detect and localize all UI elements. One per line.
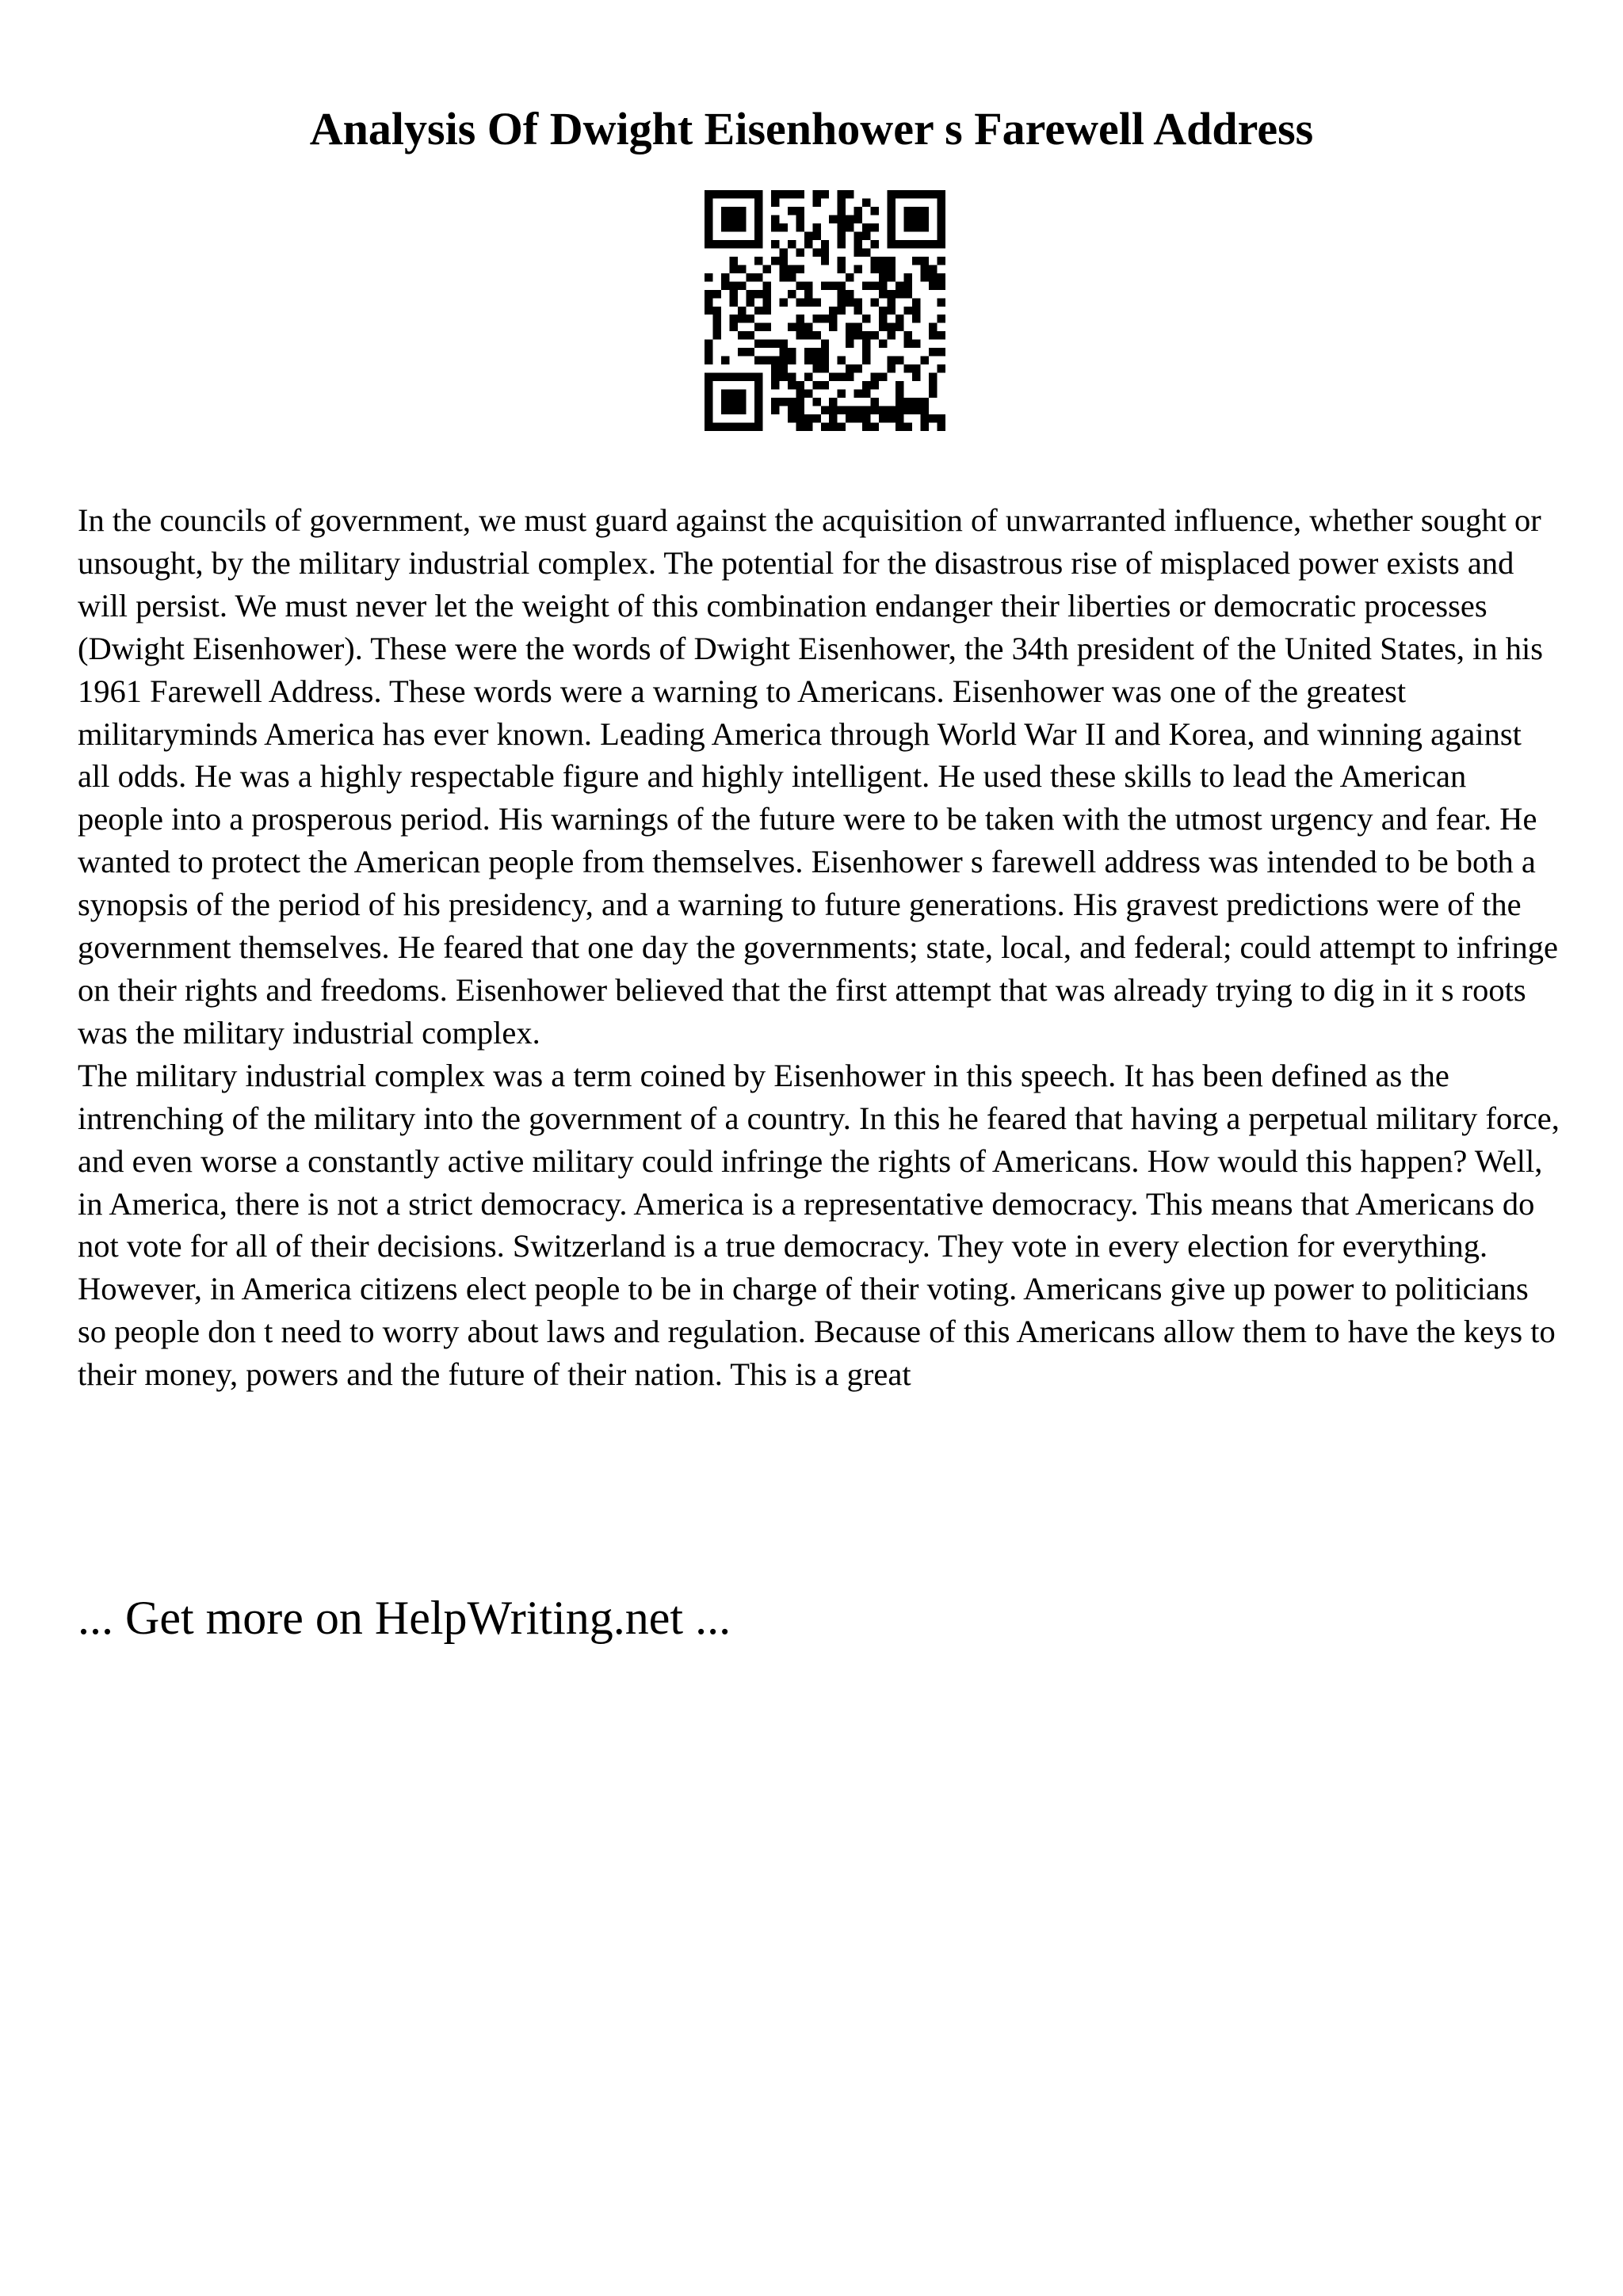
qr-code-icon: [705, 190, 945, 431]
get-more-link[interactable]: ... Get more on HelpWriting.net ...: [78, 1592, 731, 1644]
essay-body: [78, 499, 1560, 1396]
paragraph: In the councils of government, we must guard against the acquisition of unwarranted influence, whether sought or unsought, by the military industrial complex. The potential for the disastrous rise of misplaced power exists and will persist. We must never let the weight of this combination endanger their liberties or democratic processes (Dwight Eisenhower). These were the words of Dwight Eisenhower, the 34th president of the United States, in his 1961 Farewell Address. These words were a warning to Americans. Eisenhower was one of the greatest militaryminds America has ever known. Leading America through World War II and Korea, and winning against all odds. He was a highly respectable figure and highly intelligent. He used these skills to lead the American people into a prosperous period. His warnings of the future were to be taken with the utmost urgency and fear. He wanted to protect the American people from themselves. Eisenhower s farewell address was intended to be both a synopsis of the period of his presidency, and a warning to future generations. His gravest predictions were of the government themselves. He feared that one day the governments; state, local, and federal; could attempt to infringe on their rights and freedoms. Eisenhower believed that the first attempt that was already trying to dig in it s roots was the military industrial complex.: [78, 502, 1558, 1051]
page-title: Analysis Of Dwight Eisenhower s Farewell Address: [309, 103, 1314, 154]
paragraph: The military industrial complex was a term coined by Eisenhower in this speech. It has been defined as the intrenching of the military into the government of a country. In this he feared that having a perpetual military force, and even worse a constantly active military could infringe the rights of Americans. How would this happen? Well, in America, there is not a strict democracy. America is a representative democracy. This means that Americans do not vote for all of their decisions. Switzerland is a true democracy. They vote in every election for everything. However, in America citizens elect people to be in charge of their voting. Americans give up power to politicians so people don t need to worry about laws and regulation. Because of this Americans allow them to have the keys to their money, powers and the future of their nation. This is a great: [78, 1057, 1560, 1393]
